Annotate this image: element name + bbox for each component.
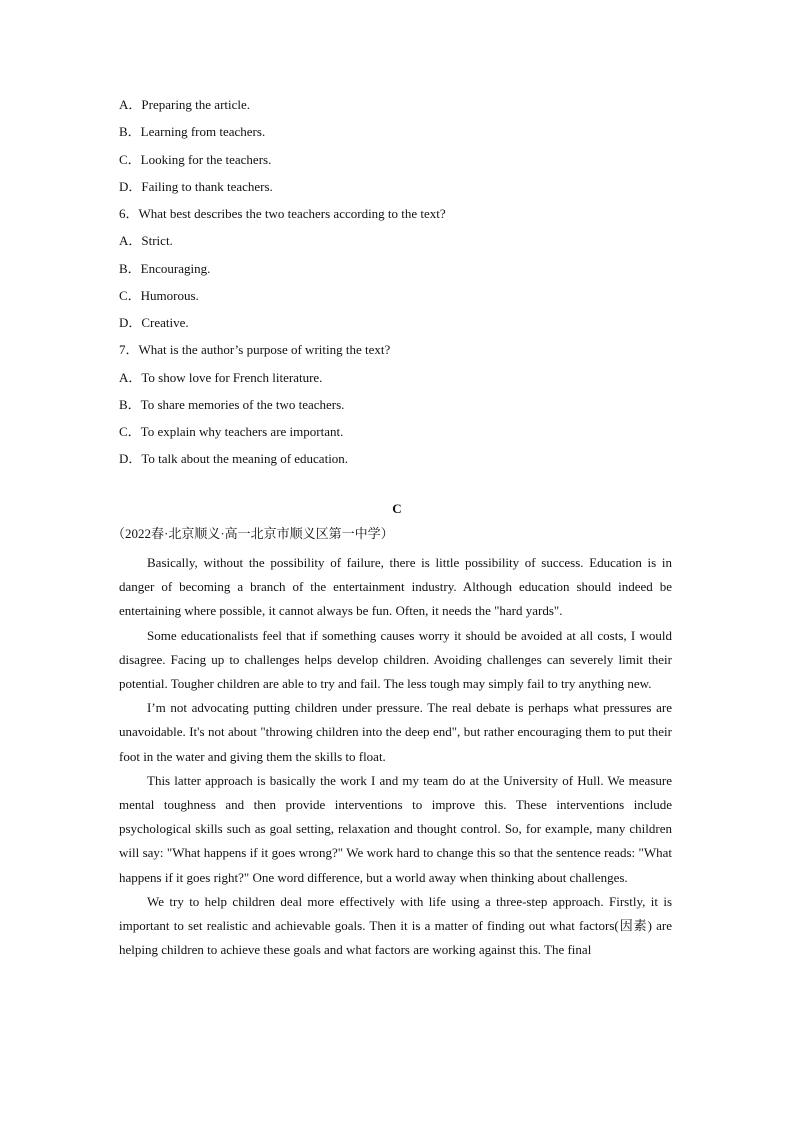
q6-option-b: B．Encouraging. [119,261,211,276]
passage-paragraph-1: Basically, without the possibility of failure, there is little possibility of success. Education is in danger of becoming a branch of the entertainment industry. Although education should indeed be entertaining where possible, it cannot always be fun. Often, it needs the "hard yards". [119,555,672,619]
reading-passage [119,551,672,962]
q7-option-d: D．To talk about the meaning of education. [119,451,349,466]
passage-paragraph-3: I’m not advocating putting children under pressure. The real debate is perhaps what pressures are unavoidable. It's not about "throwing children into the deep end", but rather encouraging them to put their foot in the water and giving them the skills to float. [119,700,672,764]
q6-stem: 6．What best describes the two teachers according to the text? [119,206,446,221]
passage-paragraph-4: This latter approach is basically the work I and my team do at the University of Hull. We measure mental toughness and then provide interventions to improve this. These interventions include psychological skills such as goal setting, relaxation and thought control. So, for example, many children will say: "What happens if it goes wrong?" We work hard to change this so that the sentence reads: "What happens if it goes right?" One word difference, but a world away when thinking about challenges. [119,772,672,885]
q7-option-b: B．To share memories of the two teachers. [119,397,345,412]
q7-option-c: C．To explain why teachers are important. [119,424,344,439]
q6-option-a: A．Strict. [119,233,173,248]
q5-option-b: B．Learning from teachers. [119,124,266,139]
q5-option-a: A．Preparing the article. [119,97,251,112]
q5-option-c: C．Looking for the teachers. [119,152,272,167]
section-heading: C [392,501,402,516]
q7-stem: 7．What is the author’s purpose of writing the text? [119,342,391,357]
q7-option-a: A．To show love for French literature. [119,370,323,385]
passage-paragraph-2: Some educationalists feel that if something causes worry it should be avoided at all costs, I would disagree. Facing up to challenges helps develop children. Avoiding challenges can severely limit their potential. Tougher children are able to try and fail. The less tough may simply fail to try anything new. [119,627,672,692]
passage-paragraph-5: We try to help children deal more effectively with life using a three-step approach. Firstly, it is important to set realistic and achievable goals. Then it is a matter of finding out what factors(因素) are helping children to achieve these goals and what factors are working against this. The final [119,893,672,958]
q6-option-d: D．Creative. [119,315,189,330]
q5-option-d: D．Failing to thank teachers. [119,179,273,194]
q6-option-c: C．Humorous. [119,288,199,303]
section-source: （2022春·北京顺义·高一北京市顺义区第一中学） [112,526,394,541]
